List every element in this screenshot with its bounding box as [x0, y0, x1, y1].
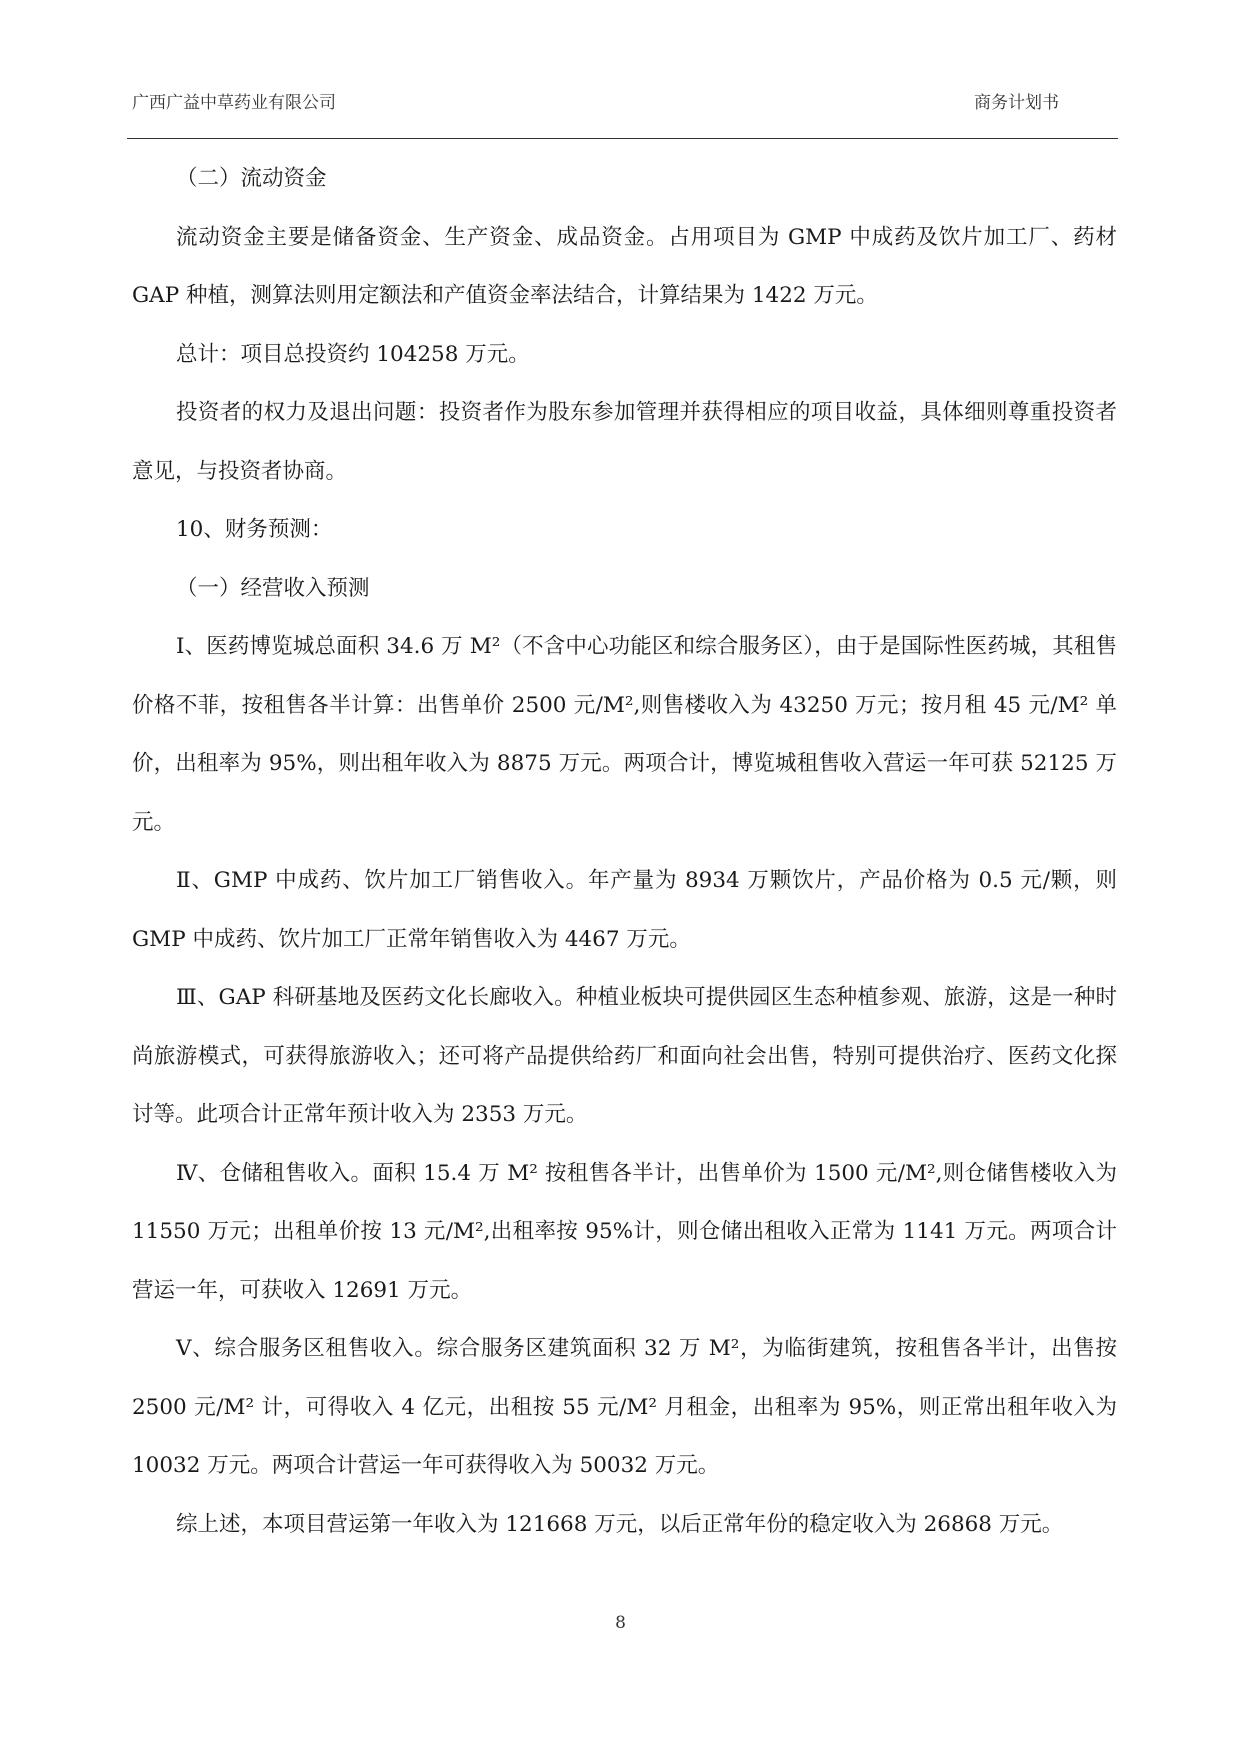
paragraph-revenue-gmp-plant: Ⅱ、GMP 中成药、饮片加工厂销售收入。年产量为 8934 万颗饮片，产品价格为 0.5 元/颗，则 GMP 中成药、饮片加工厂正常年销售收入为 4467 万元。: [132, 868, 1117, 952]
paragraph-revenue-gap-base: Ⅲ、GAP 科研基地及医药文化长廊收入。种植业板块可提供园区生态种植参观、旅游，这是一种时尚旅游模式，可获得旅游收入；还可将产品提供给药厂和面向社会出售，特别可提供治疗、医药文化探讨等。此项合计正常年预计收入为 2353 万元。: [132, 985, 1117, 1127]
page-header: [132, 88, 1117, 112]
section-heading-revenue-forecast: （一）经营收入预测: [176, 575, 370, 601]
header-divider: [127, 138, 1118, 139]
paragraph-revenue-service-area: Ⅴ、综合服务区租售收入。综合服务区建筑面积 32 万 M²，为临街建筑，按租售各半计，出售按 2500 元/M² 计，可得收入 4 亿元，出租按 55 元/M² 月租金，出租率为 95%，则正常出租年收入为 10032 万元。两项合计营运一年可获得收入为 50032 万元。: [132, 1336, 1117, 1478]
company-name: 广西广益中草药业有限公司: [132, 93, 336, 113]
paragraph-investor-rights: 投资者的权力及退出问题：投资者作为股东参加管理并获得相应的项目收益，具体细则尊重投资者意见，与投资者协商。: [132, 400, 1117, 484]
page-number: 8: [615, 1613, 626, 1633]
paragraph-working-capital: 流动资金主要是储备资金、生产资金、成品资金。占用项目为 GMP 中成药及饮片加工厂、药材 GAP 种植，测算法则用定额法和产值资金率法结合，计算结果为 1422 万元。: [132, 224, 1117, 308]
section-heading-working-capital: （二）流动资金: [176, 166, 327, 191]
paragraph-revenue-warehouse: Ⅳ、仓储租售收入。面积 15.4 万 M² 按租售各半计，出售单价为 1500 元/M²,则仓储售楼收入为 11550 万元；出租单价按 13 元/M²,出租率按 95%计，则仓储出租收入正常为 1141 万元。两项合计营运一年，可获收入 12691 万元。: [132, 1160, 1117, 1303]
paragraph-total-investment: 总计：项目总投资约 104258 万元。: [176, 341, 530, 367]
paragraph-revenue-summary: 综上述，本项目营运第一年收入为 121668 万元，以后正常年份的稳定收入为 26868 万元。: [176, 1511, 1064, 1537]
document-body: [132, 150, 1117, 1554]
paragraph-revenue-expo-city: Ⅰ、医药博览城总面积 34.6 万 M²（不含中心功能区和综合服务区），由于是国际性医药城，其租售价格不菲，按租售各半计算：出售单价 2500 元/M²,则售楼收入为 43250 万元；按月租 45 元/M² 单价，出租率为 95%，则出租年收入为 8875 万元。两项合计，博览城租售收入营运一年可获 52125 万元。: [132, 634, 1117, 835]
document-type: 商务计划书: [974, 93, 1059, 113]
section-heading-financial-forecast: 10、财务预测：: [176, 517, 333, 542]
